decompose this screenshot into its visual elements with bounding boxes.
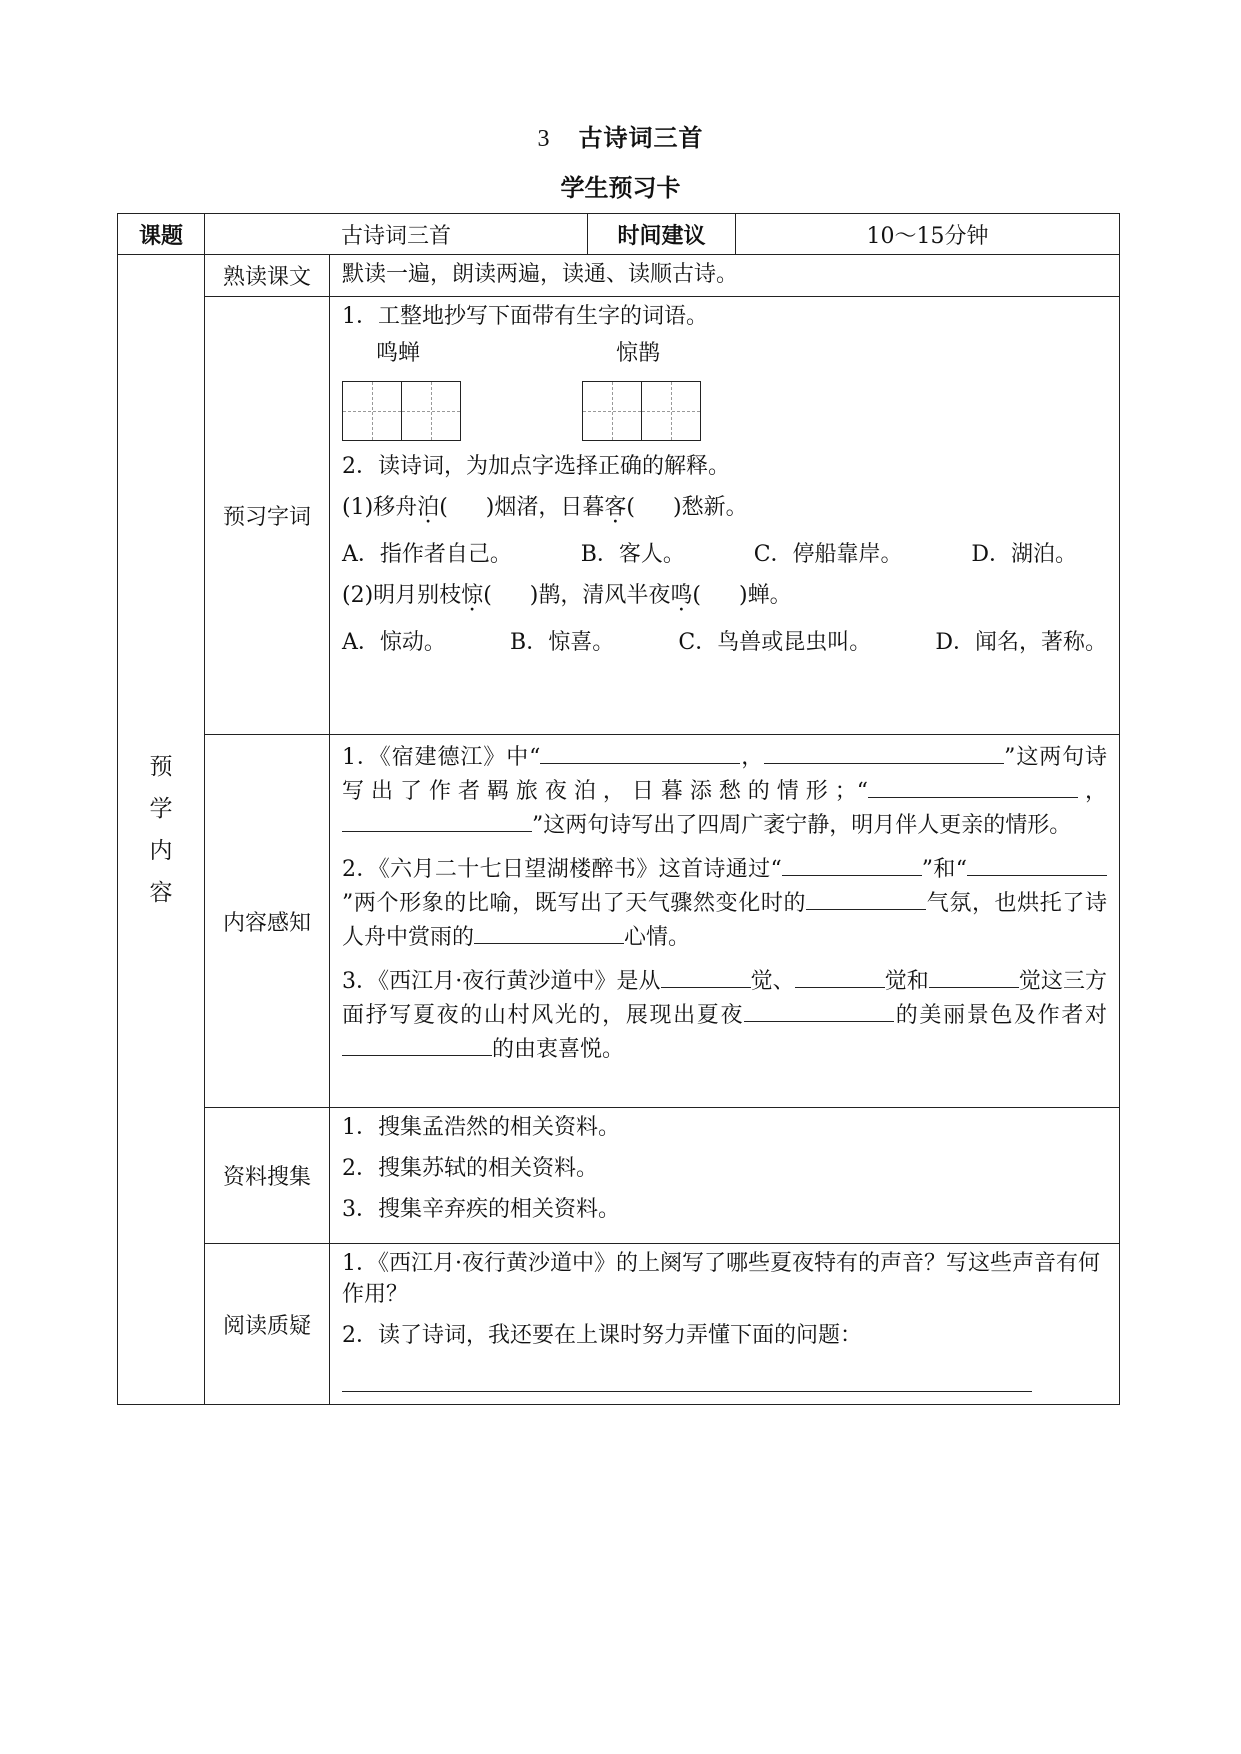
answer-blank[interactable] [868, 773, 1078, 798]
questions-content [330, 1244, 1120, 1405]
dotted-char: 客 [604, 495, 627, 520]
vocab-item-1: (1)移舟泊( )烟渚，日暮客( )愁新。 [342, 495, 748, 520]
topic-row [118, 214, 1120, 255]
lesson-number: 3 [537, 126, 551, 152]
questions-q1: 1．《西江月·夜行黄沙道中》的上阕写了哪些夏夜特有的声音？写这些声音有何作用？ [342, 1251, 1100, 1307]
content-row [118, 735, 1120, 1108]
answer-blank[interactable] [782, 851, 922, 876]
answer-blank[interactable] [744, 997, 894, 1022]
grid-word-label: 惊鹊 [616, 341, 661, 366]
questions-row [118, 1244, 1120, 1405]
reading-row [118, 255, 1120, 297]
page-subtitle: 学生预习卡 [560, 174, 681, 202]
content-q2: 2．《六月二十七日望湖楼醉书》这首诗通过“ ”和“”两个形象的比喻，既写出了天气骤然变化时的 气氛，也烘托了诗人舟中赏雨的 心情。 [342, 851, 1107, 953]
questions-label: 阅读质疑 [205, 1244, 330, 1405]
grid-word [342, 338, 512, 441]
option: C．鸟兽或昆虫叫。 [678, 630, 872, 655]
answer-blank[interactable] [474, 919, 624, 944]
section-label: 预 学 内 容 [118, 255, 205, 1405]
topic-value: 古诗词三首 [205, 214, 588, 255]
page-title [0, 118, 1241, 154]
questions-q2: 2．读了诗词，我还要在上课时努力弄懂下面的问题： [342, 1323, 862, 1348]
vocab-label: 预习字词 [205, 297, 330, 735]
answer-blank[interactable] [806, 885, 926, 910]
content-content [330, 735, 1120, 1108]
vocab-item-2: (2)明月别枝惊( )鹊，清风半夜鸣( )蝉。 [342, 583, 792, 608]
grid-word [582, 338, 752, 441]
answer-blank[interactable] [540, 739, 740, 764]
preview-card-table [117, 213, 1120, 1405]
option: A．指作者自己。 [342, 542, 512, 567]
option: A．惊动。 [342, 630, 446, 655]
answer-blank[interactable] [661, 963, 751, 988]
content-q1: 1．《宿建德江》中“ ， ”这两句诗写出了作者羁旅夜泊，日暮添愁的情形；“ ，”这两句诗写出了四周广袤宁静，明月伴人更亲的情形。 [342, 739, 1107, 841]
option: B．惊喜。 [510, 630, 615, 655]
dotted-char: 鸣 [670, 583, 693, 608]
writing-box[interactable] [641, 381, 701, 441]
writing-box[interactable] [582, 381, 642, 441]
dotted-char: 惊 [461, 583, 484, 608]
reading-label: 熟读课文 [205, 255, 330, 297]
writing-box[interactable] [401, 381, 461, 441]
reading-text: 默读一遍，朗读两遍，读通、读顺古诗。 [330, 255, 1120, 297]
research-label: 资料搜集 [205, 1108, 330, 1244]
answer-blank[interactable] [342, 807, 532, 832]
research-content [330, 1108, 1120, 1244]
writing-grid [342, 338, 1107, 441]
content-q3: 3．《西江月·夜行黄沙道中》是从 觉、 觉和 觉这三方面抒写夏夜的山村风光的，展现出夏夜 的美丽景色及作者对的由衷喜悦。 [342, 963, 1107, 1065]
answer-blank[interactable] [342, 1031, 492, 1056]
answer-blank[interactable] [795, 963, 885, 988]
research-item: 2．搜集苏轼的相关资料。 [342, 1156, 598, 1181]
option: C．停船靠岸。 [753, 542, 903, 567]
dotted-char: 泊 [417, 495, 440, 520]
options-2 [342, 627, 1107, 658]
time-value: 10～15分钟 [736, 214, 1120, 255]
research-item: 3．搜集辛弃疾的相关资料。 [342, 1197, 620, 1222]
research-row [118, 1108, 1120, 1244]
research-item: 1．搜集孟浩然的相关资料。 [342, 1115, 620, 1140]
option: D．闻名，著称。 [935, 630, 1108, 655]
vocab-row [118, 297, 1120, 735]
answer-blank[interactable] [929, 963, 1019, 988]
option: D．湖泊。 [971, 542, 1077, 567]
writing-box[interactable] [342, 381, 402, 441]
vocab-q2: 2．读诗词，为加点字选择正确的解释。 [342, 454, 730, 479]
vocab-q1: 1．工整地抄写下面带有生字的词语。 [342, 304, 708, 329]
lesson-title: 古诗词三首 [578, 124, 704, 152]
options-1 [342, 539, 1107, 570]
content-label: 内容感知 [205, 735, 330, 1108]
option: B．客人。 [580, 542, 685, 567]
answer-line[interactable] [342, 1365, 1032, 1392]
topic-label: 课题 [118, 214, 205, 255]
vocab-content [330, 297, 1120, 735]
answer-blank[interactable] [764, 739, 1004, 764]
grid-word-label: 鸣蝉 [376, 341, 421, 366]
answer-blank[interactable] [967, 851, 1107, 876]
time-label: 时间建议 [588, 214, 736, 255]
